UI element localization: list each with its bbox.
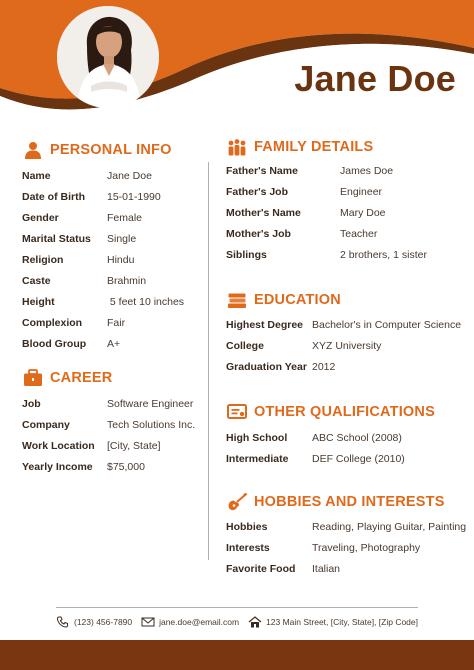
field-value: A+ bbox=[107, 337, 121, 350]
phone-number: (123) 456-7890 bbox=[74, 617, 133, 627]
field-value: Tech Solutions Inc. bbox=[107, 418, 196, 431]
field-label: Mother's Name bbox=[226, 206, 301, 219]
education-section bbox=[226, 290, 466, 377]
field-label: College bbox=[226, 339, 264, 352]
personal-info-row bbox=[22, 270, 206, 291]
field-value: Traveling, Photography bbox=[312, 541, 421, 554]
candidate-name: Jane Doe bbox=[294, 58, 456, 99]
family-row bbox=[226, 202, 466, 223]
field-value: Software Engineer bbox=[107, 397, 194, 410]
briefcase-icon bbox=[22, 369, 44, 387]
hobbies-list bbox=[226, 516, 466, 579]
other-qualifications-section bbox=[226, 402, 466, 469]
field-label: Job bbox=[22, 397, 41, 410]
field-value: XYZ University bbox=[312, 339, 382, 352]
career-row bbox=[22, 435, 206, 456]
contact-email[interactable] bbox=[141, 616, 239, 628]
family-row bbox=[226, 160, 466, 181]
field-value: Single bbox=[107, 232, 137, 245]
hobbies-section bbox=[226, 492, 466, 579]
family-details-title: FAMILY DETAILS bbox=[254, 139, 374, 155]
contact-phone[interactable] bbox=[56, 616, 132, 628]
family-row bbox=[226, 244, 466, 265]
field-label: Hobbies bbox=[226, 520, 268, 533]
hobby-row bbox=[226, 537, 466, 558]
career-row bbox=[22, 393, 206, 414]
guitar-icon bbox=[226, 493, 248, 511]
personal-info-row bbox=[22, 165, 206, 186]
career-list bbox=[22, 393, 206, 477]
field-value: Reading, Playing Guitar, Painting bbox=[312, 520, 467, 533]
hobby-row bbox=[226, 558, 466, 579]
career-section bbox=[22, 368, 206, 477]
field-label: Complexion bbox=[22, 316, 83, 329]
other-qualifications-header bbox=[226, 402, 466, 422]
personal-info-section bbox=[22, 140, 206, 354]
contact-address[interactable] bbox=[248, 616, 418, 628]
field-value: $75,000 bbox=[107, 460, 145, 473]
phone-icon bbox=[56, 616, 70, 628]
field-value: James Doe bbox=[340, 164, 394, 177]
other-qualifications-title: OTHER QUALIFICATIONS bbox=[254, 404, 435, 420]
family-details-list bbox=[226, 160, 466, 265]
field-value: Teacher bbox=[340, 227, 378, 240]
education-row bbox=[226, 314, 466, 335]
education-header bbox=[226, 290, 466, 310]
books-icon bbox=[226, 291, 248, 309]
personal-info-row bbox=[22, 312, 206, 333]
education-title: EDUCATION bbox=[254, 292, 341, 308]
portrait-image bbox=[57, 6, 159, 108]
field-label: Gender bbox=[22, 211, 59, 224]
field-value: 2 brothers, 1 sister bbox=[340, 248, 427, 261]
footer-divider bbox=[56, 607, 418, 608]
home-icon bbox=[248, 616, 262, 628]
family-icon bbox=[226, 138, 248, 156]
field-value: DEF College (2010) bbox=[312, 452, 405, 465]
personal-info-row bbox=[22, 186, 206, 207]
family-details-section bbox=[226, 137, 466, 265]
field-label: Father's Name bbox=[226, 164, 298, 177]
personal-info-row bbox=[22, 207, 206, 228]
field-value: Mary Doe bbox=[340, 206, 386, 219]
field-label: Blood Group bbox=[22, 337, 87, 350]
personal-info-row bbox=[22, 249, 206, 270]
field-value: Engineer bbox=[340, 185, 383, 198]
envelope-icon bbox=[141, 616, 155, 628]
personal-info-list bbox=[22, 165, 206, 354]
field-value: Brahmin bbox=[107, 274, 147, 287]
career-row bbox=[22, 456, 206, 477]
field-value: 5 feet 10 inches bbox=[107, 295, 185, 308]
field-label: Graduation Year bbox=[226, 360, 307, 373]
family-row bbox=[226, 223, 466, 244]
field-label: Height bbox=[22, 295, 55, 308]
education-list bbox=[226, 314, 466, 377]
field-value: ABC School (2008) bbox=[312, 431, 402, 444]
field-label: Interests bbox=[226, 541, 270, 554]
field-label: Favorite Food bbox=[226, 562, 296, 575]
field-label: Name bbox=[22, 169, 51, 182]
field-value: Bachelor's in Computer Science bbox=[312, 318, 462, 331]
personal-info-row bbox=[22, 291, 206, 312]
personal-info-row bbox=[22, 228, 206, 249]
personal-info-header bbox=[22, 140, 206, 160]
hobbies-title: HOBBIES AND INTERESTS bbox=[254, 494, 445, 510]
field-value: Female bbox=[107, 211, 143, 224]
field-label: High School bbox=[226, 431, 288, 444]
field-label: Father's Job bbox=[226, 185, 289, 198]
field-label: Company bbox=[22, 418, 70, 431]
field-value: Fair bbox=[107, 316, 126, 329]
certificate-icon bbox=[226, 403, 248, 421]
education-row bbox=[226, 335, 466, 356]
field-label: Mother's Job bbox=[226, 227, 291, 240]
field-label: Caste bbox=[22, 274, 51, 287]
hobby-row bbox=[226, 516, 466, 537]
profile-photo bbox=[57, 6, 159, 108]
field-label: Siblings bbox=[226, 248, 267, 261]
career-row bbox=[22, 414, 206, 435]
field-value: 15-01-1990 bbox=[107, 190, 161, 203]
footer-bar bbox=[0, 640, 474, 670]
field-value: Italian bbox=[312, 562, 341, 575]
person-icon bbox=[22, 141, 44, 159]
personal-info-title: PERSONAL INFO bbox=[50, 142, 172, 158]
contact-bar bbox=[56, 613, 418, 631]
career-header bbox=[22, 368, 206, 388]
family-row bbox=[226, 181, 466, 202]
field-value: Jane Doe bbox=[107, 169, 152, 182]
field-label: Religion bbox=[22, 253, 64, 266]
field-label: Yearly Income bbox=[22, 460, 93, 473]
other-qualifications-list bbox=[226, 427, 466, 469]
column-divider bbox=[208, 162, 209, 560]
field-value: [City, State] bbox=[107, 439, 161, 452]
qualification-row bbox=[226, 448, 466, 469]
field-label: Highest Degree bbox=[226, 318, 304, 331]
qualification-row bbox=[226, 427, 466, 448]
field-value: Hindu bbox=[107, 253, 135, 266]
email-address: jane.doe@email.com bbox=[159, 617, 240, 627]
personal-info-row bbox=[22, 333, 206, 354]
career-title: CAREER bbox=[50, 370, 113, 386]
family-details-header bbox=[226, 137, 466, 157]
street-address: 123 Main Street, [City, State], [Zip Code] bbox=[266, 617, 418, 627]
education-row bbox=[226, 356, 466, 377]
hobbies-header bbox=[226, 492, 466, 512]
field-label: Work Location bbox=[22, 439, 95, 452]
field-label: Marital Status bbox=[22, 232, 91, 245]
field-label: Date of Birth bbox=[22, 190, 85, 203]
field-value: 2012 bbox=[312, 360, 336, 373]
field-label: Intermediate bbox=[226, 452, 289, 465]
